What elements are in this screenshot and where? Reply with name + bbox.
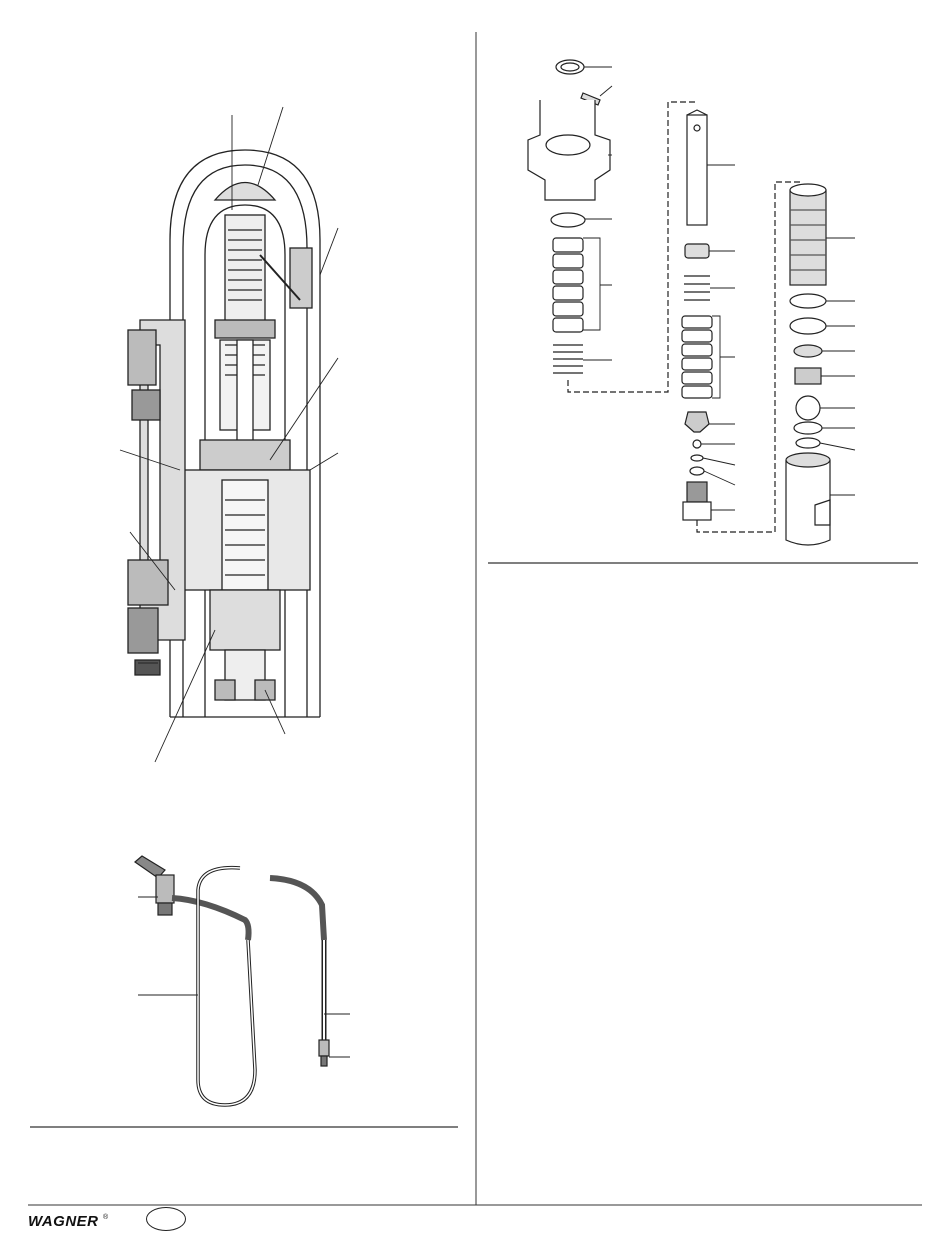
language-oval-badge	[146, 1207, 186, 1231]
registered-mark: ®	[103, 1214, 109, 1221]
wagner-logo: WAGNER	[28, 1213, 99, 1230]
